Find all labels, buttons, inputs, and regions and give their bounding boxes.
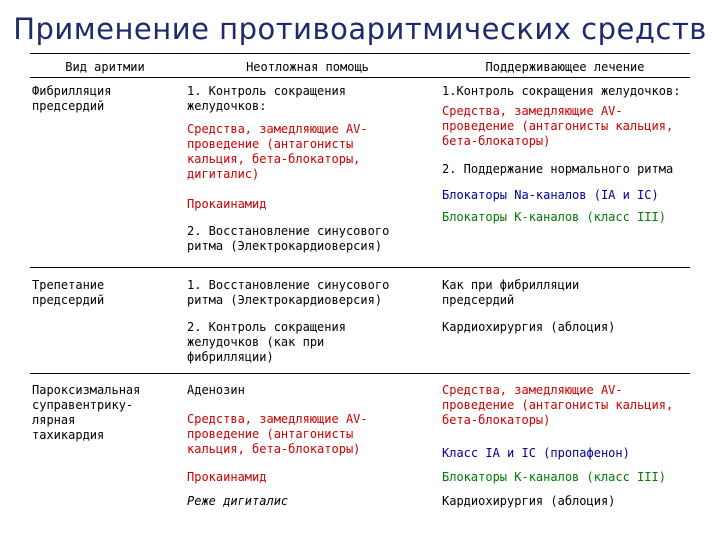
emergency-care-item xyxy=(187,470,266,485)
maintenance-treatment-item-line: Средства, замедляющие AV- xyxy=(442,383,623,397)
maintenance-treatment-item-line: Средства, замедляющие AV- xyxy=(442,104,623,118)
emergency-care-item-line: проведение (антагонисты xyxy=(187,137,354,151)
emergency-care-item-line: Реже дигиталис xyxy=(187,494,289,508)
maintenance-treatment-item-line: бета-блокаторы) xyxy=(442,413,551,427)
emergency-care-item-line: 1. Контроль сокращения xyxy=(187,84,346,98)
arrhythmia-type-cell-line: Пароксизмальная xyxy=(32,383,141,397)
emergency-care-item-line: Прокаинамид xyxy=(187,197,267,211)
maintenance-treatment-item xyxy=(442,104,673,149)
maintenance-treatment-item xyxy=(442,494,615,509)
arrhythmia-type-cell xyxy=(32,84,111,114)
emergency-care-item-line: кальция, бета-блокаторы) xyxy=(187,442,361,456)
maintenance-treatment-item-line: Класс IA и IC (пропафенон) xyxy=(442,446,630,460)
maintenance-treatment-item xyxy=(442,446,630,461)
emergency-care-item-line: ритма (Электрокардиоверсия) xyxy=(187,293,383,307)
emergency-care-item xyxy=(187,122,368,182)
maintenance-treatment-item xyxy=(442,383,673,428)
emergency-care-item-line: желудочков (как при xyxy=(187,335,325,349)
maintenance-treatment-item xyxy=(442,320,615,335)
header-emergency-care: Неотложная помощь xyxy=(246,60,369,74)
arrhythmia-type-cell-line: лярная xyxy=(32,413,76,427)
emergency-care-item-line: кальция, бета-блокаторы, xyxy=(187,152,361,166)
emergency-care-item xyxy=(187,412,368,457)
maintenance-treatment-item-line: проведение (антагонисты кальция, xyxy=(442,398,674,412)
emergency-care-item-line: Прокаинамид xyxy=(187,470,267,484)
maintenance-treatment-item xyxy=(442,188,659,203)
maintenance-treatment-item-line: 1.Контроль сокращения желудочков: xyxy=(442,84,681,98)
maintenance-treatment-item xyxy=(442,84,680,99)
header-arrhythmia-type: Вид аритмии xyxy=(65,60,145,74)
arrhythmia-type-cell xyxy=(32,278,104,308)
emergency-care-item-line: Аденозин xyxy=(187,383,245,397)
maintenance-treatment-item-line: Блокаторы Na-каналов (IA и IC) xyxy=(442,188,659,202)
emergency-care-item xyxy=(187,84,346,114)
row-divider xyxy=(30,267,690,268)
maintenance-treatment-item-line: проведение (антагонисты кальция, xyxy=(442,119,674,133)
arrhythmia-type-cell-line: суправентрику- xyxy=(32,398,134,412)
emergency-care-item-line: 1. Восстановление синусового xyxy=(187,278,390,292)
maintenance-treatment-item-line: 2. Поддержание нормального ритма xyxy=(442,162,674,176)
row-divider xyxy=(30,373,690,374)
emergency-care-item-line: 2. Восстановление синусового xyxy=(187,224,390,238)
maintenance-treatment-item-line: Кардиохирургия (аблоция) xyxy=(442,494,616,508)
arrhythmia-type-cell-line: Фибрилляция xyxy=(32,84,112,98)
emergency-care-item-line: 2. Контроль сокращения xyxy=(187,320,346,334)
maintenance-treatment-item-line: Кардиохирургия (аблоция) xyxy=(442,320,616,334)
arrhythmia-type-cell-line: тахикардия xyxy=(32,428,105,442)
emergency-care-item xyxy=(187,383,245,398)
header-bottom-rule xyxy=(30,77,690,78)
arrhythmia-type-cell-line: предсердий xyxy=(32,99,105,113)
emergency-care-item-line: дигиталис) xyxy=(187,167,260,181)
maintenance-treatment-item-line: Как при фибрилляции xyxy=(442,278,580,292)
emergency-care-item xyxy=(187,320,346,365)
header-maintenance-treatment: Поддерживающее лечение xyxy=(485,60,645,74)
maintenance-treatment-item xyxy=(442,210,666,225)
emergency-care-item-line: желудочков: xyxy=(187,99,267,113)
arrhythmia-type-cell-line: Трепетание xyxy=(32,278,105,292)
header-top-rule xyxy=(30,53,690,54)
maintenance-treatment-item xyxy=(442,470,666,485)
maintenance-treatment-item-line: Блокаторы K-каналов (класс III) xyxy=(442,210,666,224)
emergency-care-item-line: Средства, замедляющие AV- xyxy=(187,412,368,426)
maintenance-treatment-item-line: предсердий xyxy=(442,293,515,307)
emergency-care-item-line: проведение (антагонисты xyxy=(187,427,354,441)
emergency-care-item-line: фибрилляции) xyxy=(187,350,274,364)
maintenance-treatment-item-line: бета-блокаторы) xyxy=(442,134,551,148)
arrhythmia-type-cell xyxy=(32,383,140,443)
arrhythmia-type-cell-line: предсердий xyxy=(32,293,105,307)
emergency-care-item xyxy=(187,494,288,509)
emergency-care-item xyxy=(187,224,389,254)
emergency-care-item xyxy=(187,278,389,308)
emergency-care-item-line: Средства, замедляющие AV- xyxy=(187,122,368,136)
emergency-care-item-line: ритма (Электрокардиоверсия) xyxy=(187,239,383,253)
maintenance-treatment-item xyxy=(442,278,579,308)
maintenance-treatment-item-line: Блокаторы K-каналов (класс III) xyxy=(442,470,666,484)
maintenance-treatment-item xyxy=(442,162,673,177)
emergency-care-item xyxy=(187,197,266,212)
page-title: Применение противоаритмических средств xyxy=(13,12,707,46)
